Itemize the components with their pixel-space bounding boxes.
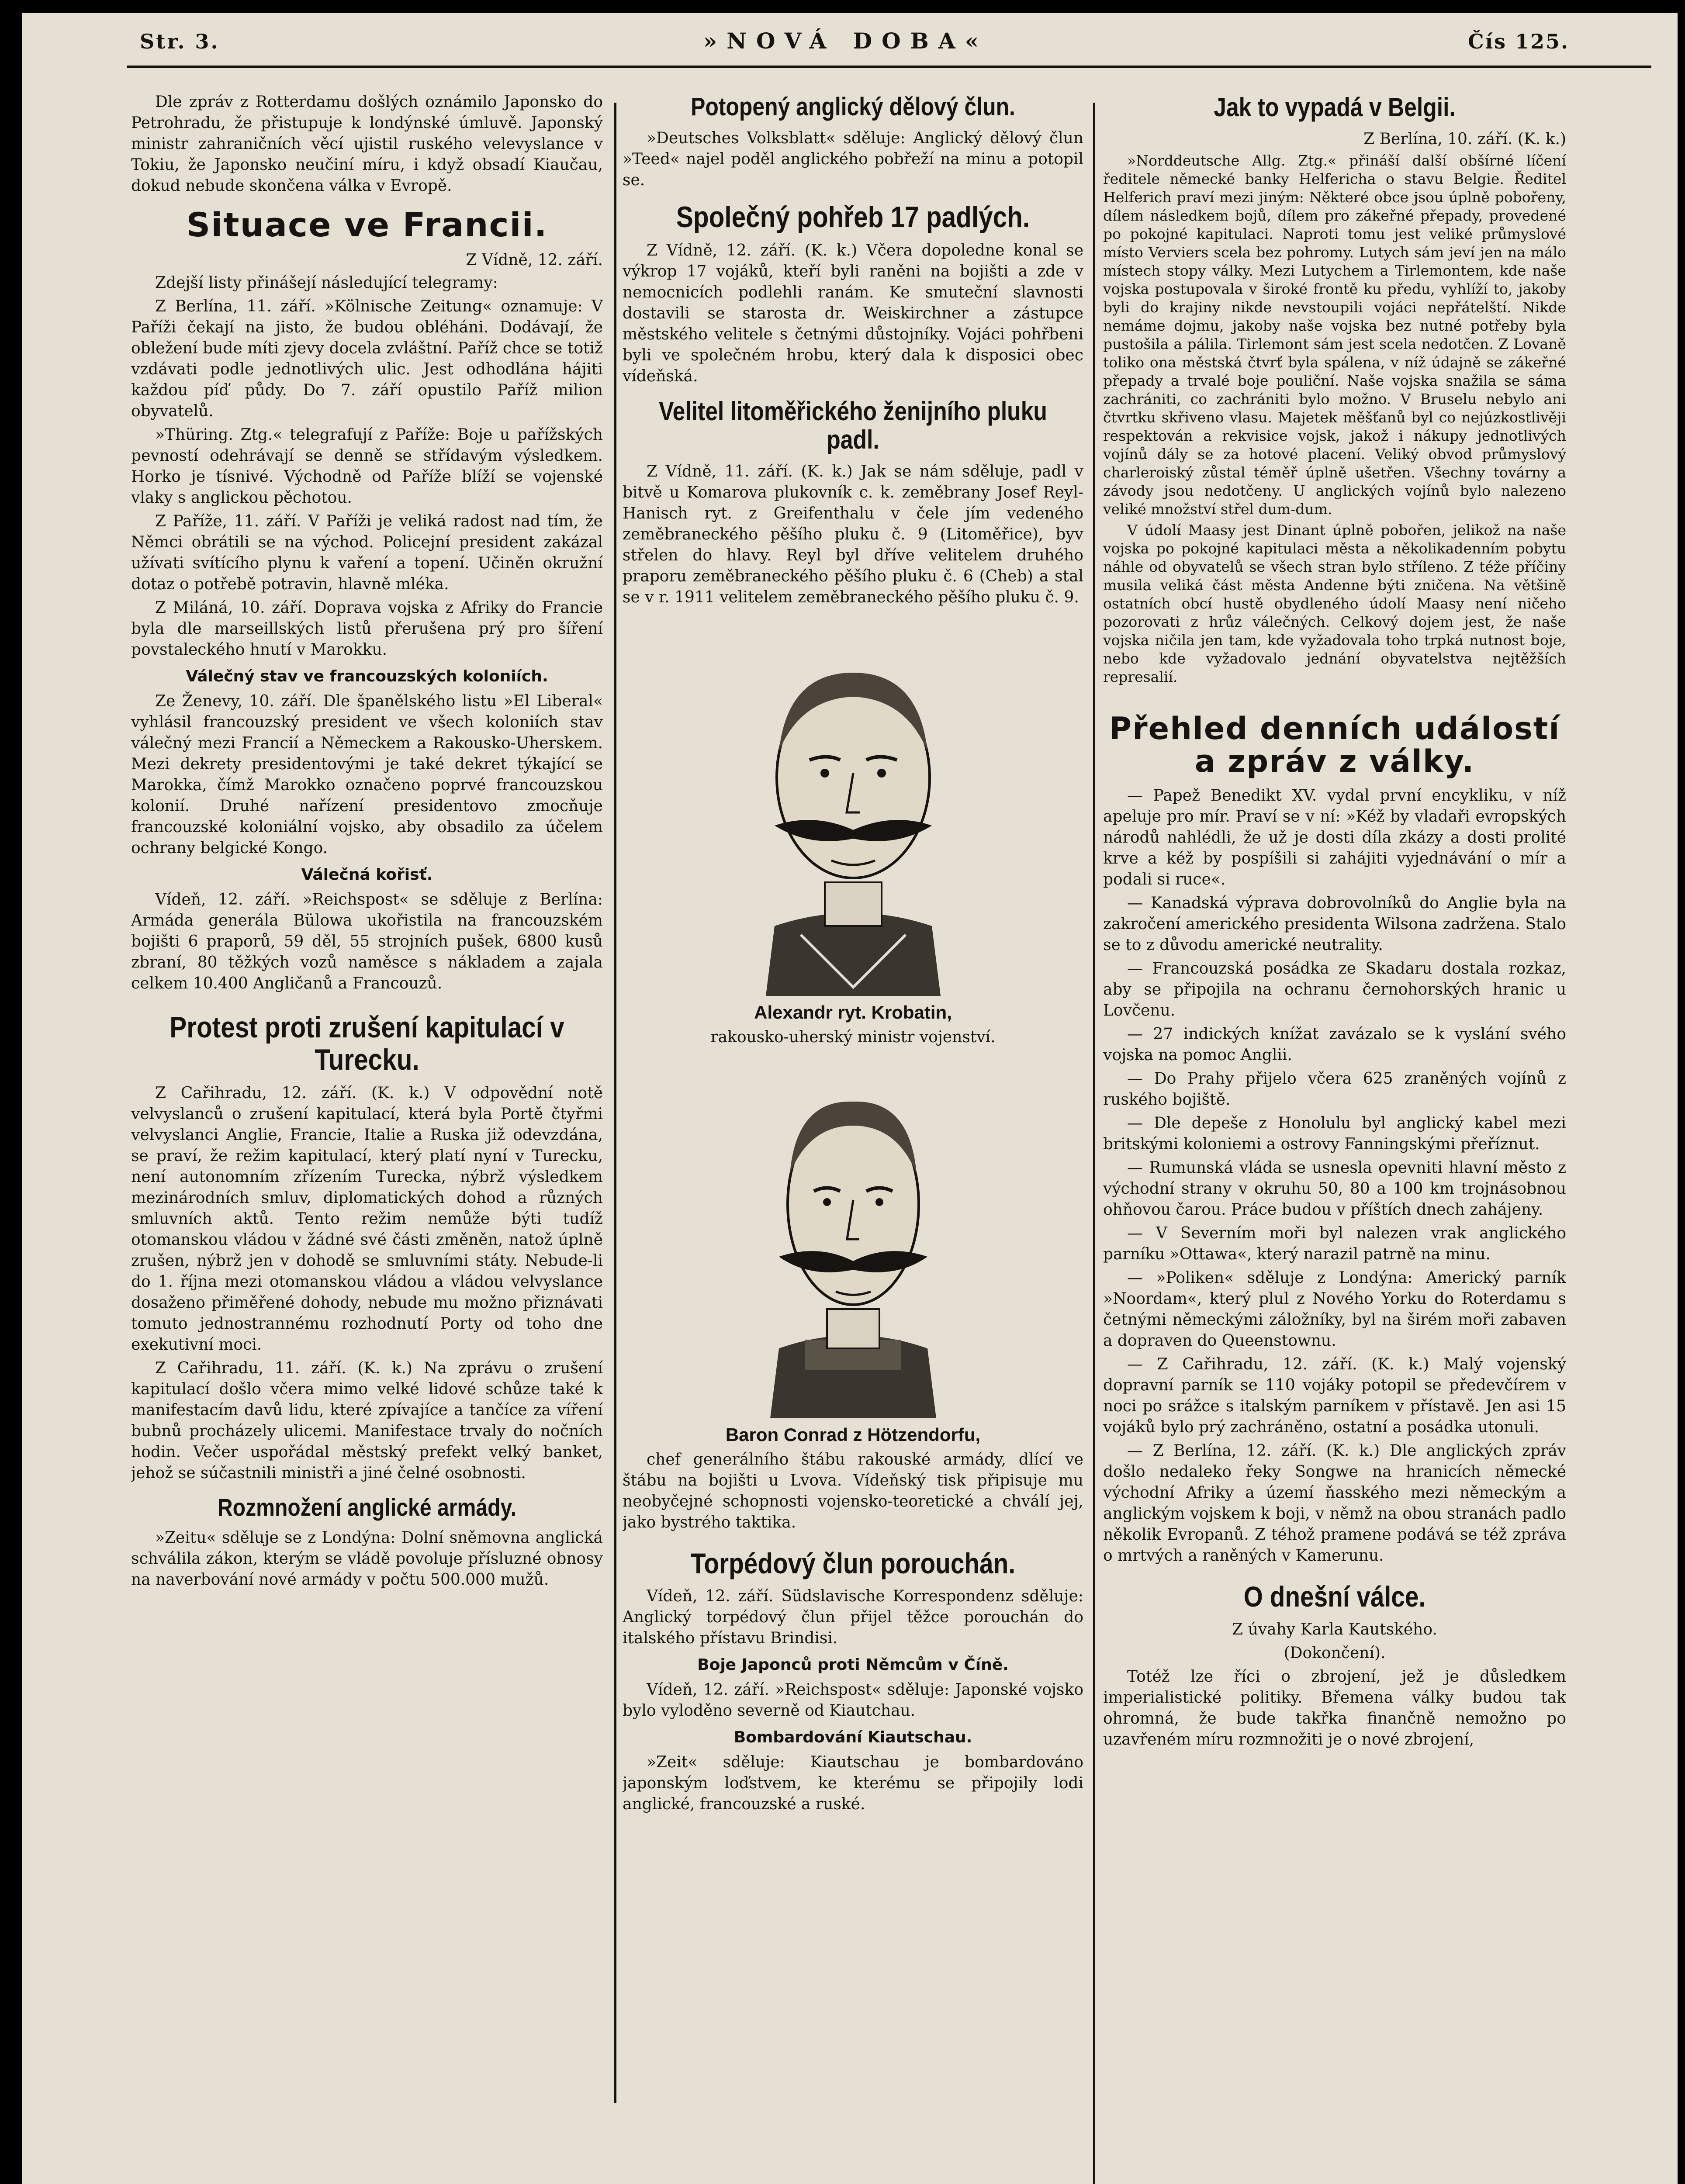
overview-list [1103, 785, 1566, 1566]
sunk-gunboat-headline: Potopený anglický dělový člun. [691, 93, 1015, 121]
bombardment-subheadline: Bombardování Kiautschau. [734, 1728, 972, 1746]
conrad-caption-desc: chef generálního štábu rakouské armády, dlící ve štábu na bojišti u Lvova. Vídeňský tisk připisuje mu neobyčejné schopnosti vojensko-teoretické a chválí jej, jako bystrého taktika. [623, 1450, 1083, 1531]
war-essay-headline: O dnešní válce. [1243, 1580, 1426, 1613]
sunk-gunboat-paragraph: »Deutsches Volksblatt« sděluje: Anglický dělový člun »Teed« najel poděl anglického pobřeží na minu a potopil se. [623, 129, 1083, 189]
overview-item: — Dle depeše z Honolulu byl anglický kabel mezi britskými koloniemi a ostrovy Fanningskými přeříznut. [1103, 1114, 1566, 1153]
japan-london-pact-article: Dle zpráv z Rotterdamu došlých oznámilo Japonsko do Petrohradu, že přistupuje k londýnské úmluvě. Japonský ministr zahraničních věcí ujistil ruského velevyslance v Tokiu, že Japonsko neučiní míru, i když obsadí Kiaučau, dokud nebude skončena válka v Evropě. [131, 93, 603, 195]
commander-headline: Velitel litoměřického ženijního pluku padl. [659, 397, 1047, 454]
protest-paragraph: Z Cařihradu, 12. září. (K. k.) V odpovědní notě velvyslanců o zrušení kapitulací, která byla Portě čtyřmi velvyslanci Anglie, Francie, Italie a Ruska již odevzdána, se praví, že režim kapitulací, který platí nyní v Turecku, není autonomním zřízením Turecka, nýbrž výsledkem mezinárodních smluv, diplomatických dohod a různých smluvních aktů. Tento režim nemůže býti tudíž otomanskou vládou v žádné své části změněn, natož úplně zrušen, nýbrž jen v dohodě se smluvními státy. Nebude-li do 1. října mezi otomanskou vládou a vládou velvyslance dosaženo přiměřené dohody, nebude mu možno přiznávati tomuto jednostrannému rozhodnutí Porty od toho dne exekutivní moci. [131, 1084, 603, 1354]
funeral-headline: Společný pohřeb 17 padlých. [676, 200, 1030, 234]
krobatin-caption-name: Alexandr ryt. Krobatin, [754, 1002, 952, 1023]
newspaper-page [22, 13, 1678, 2184]
overview-item: — V Severním moři byl nalezen vrak anglického parníku »Ottawa«, který narazil patrně na minu. [1103, 1224, 1566, 1263]
booty-paragraph: Vídeň, 12. září. »Reichspost« se sděluje z Berlína: Armáda generála Bülowa ukořistila na francouzském bojišti 6 praporů, 59 děl, 55 strojních pušek, 6800 kusů zbraní, 80 těžkých vozů naměsce s nákladem a zajala celkem 10.400 Angličanů a Francouzů. [131, 891, 603, 993]
war-essay-source: Z úvahy Karla Kautského. [1232, 1621, 1437, 1639]
booty-subheadline: Válečná kořisť. [301, 866, 433, 884]
issue-number: Čís 125. [1468, 30, 1570, 53]
belgium-headline: Jak to vypadá v Belgii. [1214, 93, 1456, 122]
page-number: Str. 3. [140, 30, 220, 53]
bombardment-paragraph: »Zeit« sděluje: Kiautschau je bombardováno japonským loďstvem, ke kterému se připojily lodi anglické, francouzské a ruské. [623, 1753, 1083, 1813]
header-rule [127, 66, 1651, 68]
column-3 [1103, 92, 1566, 2184]
france-paragraph: Z Paříže, 11. září. V Paříži je veliká radost nad tím, že Němci obrátili se na východ. Policejní president zakázal užívati svítícího plynu k vaření a topení. Učiněn okružní dotaz o potřebě potravin, hlavně mléka. [131, 512, 603, 594]
overview-item: — Kanadská výprava dobrovolníků do Anglie byla na zakročení amerického presidenta Wilsona zadržena. Stalo se to z důvodu americké neutrality. [1103, 894, 1566, 954]
conrad-caption-name: Baron Conrad z Hötzendorfu, [725, 1424, 981, 1445]
france-paragraph: Z Berlína, 11. září. »Kölnische Zeitung« oznamuje: V Paříži čekají na jisto, že budou obléháni. Dodávají, že obležení bude míti zjevy docela zvláštní. Paříž chce se totiž vzdávati podle jednotlivých ulic. Jest odhodlána hájiti každou píď půdy. Do 7. září opustilo Paříž milion obyvatelů. [131, 297, 603, 421]
army-headline: Rozmnožení anglické armády. [217, 1493, 517, 1521]
column-2 [623, 92, 1083, 2184]
war-essay-paragraph: Totéž lze říci o zbrojení, jež je důsledkem imperialistické politiky. Břemena války budou tak ohromná, že bude takřka finančně nemožno po uzavřeném míru rozmnožiti je o nové zbrojení, [1103, 1668, 1566, 1749]
overview-item: — Rumunská vláda se usnesla opevniti hlavní město z východní strany v okruhu 50, 80 a 100 km trojnásobnou ohňovou čarou. Práce budou v příštích dnech zahájeny. [1103, 1158, 1566, 1219]
torpedo-headline: Torpédový člun porouchán. [690, 1547, 1016, 1579]
japan-china-subheadline: Boje Japonců proti Němcům v Číně. [697, 1655, 1009, 1674]
belgium-paragraph: V údolí Maasy jest Dinant úplně pobořen, jelikož na naše vojska po pokojné kapitulaci města a několikadenním pobytu náhle od obyvatelů se všech stran bylo stříleno. Z téže příčiny musila veliká část města Andenne býti zničena. Na většině ostatních obcí hustě obydleného údolí Maasy není ničeho pozorovati z hrůz válečných. Celkový dojem jest, že naše vojska ničila jen tam, kde vyžadovala toho trpká nutnost boje, nebo kde vyžadovalo jednání obyvatelstva nejtěžších represalií. [1103, 521, 1566, 685]
conrad-portrait [731, 1060, 976, 1418]
colonies-subheadline: Válečný stav ve francouzských koloniích. [186, 667, 548, 686]
france-paragraph: Zdejší listy přinášejí následující telegramy: [155, 274, 498, 292]
krobatin-portrait [700, 620, 1006, 996]
overview-item: — Do Prahy přijelo včera 625 zraněných vojínů z ruského bojiště. [1103, 1069, 1566, 1109]
commander-paragraph: Z Vídně, 11. září. (K. k.) Jak se nám sděluje, padl v bitvě u Komarova plukovník c. k. zeměbrany Josef Reyl-Hanisch ryt. z Greifenthalu v čele jím vedeného zeměbraneckého pěšího pluku č. 9 (Litoměřice), byv střelen do hlavy. Reyl byl dříve velitelem druhého praporu zeměbraneckého pěšího pluku č. 6 (Cheb) a stal se v r. 1911 velitelem zeměbraneckého pěšího pluku č. 9. [623, 462, 1083, 606]
torpedo-paragraph: Vídeň, 12. září. Südslavische Korrespondenz sděluje: Anglický torpédový člun přijel těžce porouchán do italského přístavu Brindisi. [623, 1587, 1083, 1647]
overview-item: — »Poliken« sděluje z Londýna: Americký parník »Noordam«, který plul z Nového Yorku do Roterdamu s četnými německými záložníky, byl na širém moři zabaven a dopraven do Queenstownu. [1103, 1268, 1566, 1350]
overview-item: — Francouzská posádka ze Skadaru dostala rozkaz, aby se připojila na ochranu černohorských hranic u Lovčenu. [1103, 959, 1566, 1019]
column-divider-1 [614, 103, 616, 2103]
masthead-title: »NOVÁ DOBA« [703, 28, 988, 54]
france-paragraph: »Thüring. Ztg.« telegrafují z Paříže: Boje u pařížských pevností odehrávají se denně se střídavým výsledkem. Horko je tísnivé. Východně od Paříže blíží se vojenské vlaky s anglickou pěchotou. [131, 426, 603, 507]
france-paragraph: Z Miláná, 10. září. Doprava vojska z Afriky do Francie byla dle marseillských listů přerušena prý pro šíření povstaleckého hnutí v Marokku. [131, 599, 603, 659]
war-essay-continuation: (Dokončení). [1284, 1644, 1386, 1662]
japan-china-paragraph: Vídeň, 12. září. »Reichspost« sděluje: Japonské vojsko bylo vyloděno severně od Kiautchau. [623, 1680, 1083, 1720]
protest-paragraph: Z Cařihradu, 11. září. (K. k.) Na zprávu o zrušení kapitulací došlo včera mimo velké lidové schůze také k manifestacím davů lidu, které zpívajíce a tančíce za víření bubnů procházely ulicemi. Manifestace trvaly do nočních hodin. Večer uspořádal městský prefekt velký banket, jehož se súčastnili ministři a jiné čelné osobnosti. [131, 1359, 603, 1482]
page-header [22, 13, 1678, 61]
overview-item: — 27 indických knížat zavázalo se k vyslání svého vojska na pomoc Anglii. [1103, 1025, 1566, 1064]
protest-headline: Protest proti zrušení kapitulací v Turecku. [170, 1011, 564, 1076]
belgium-paragraph: »Norddeutsche Allg. Ztg.« přináší další obšírné líčení ředitele německé banky Helfericha o stavu Belgie. Ředitel Helferich praví mezi jiným: Některé obce jsou úplně pobořeny, dílem následkem bojů, dílem pro zákeřné přepady, provedené po pokojné kapitulaci. Naproti tomu jest veliké průmyslové místo Verviers scela bez pohromy. Lutych sám jeví jen na málo místech stopy války. Mezi Lutychem a Tirlemontem, kde naše vojska postupovala v široké frontě ku předu, vyhlíží to, jakoby byli do krajiny nikde nevstoupili vojáci nepřátelští. Nikde nemáme dojmu, jakoby naše vojska bez nutné potřeby byla pustošila a pálila. Tirlemont sám jest scela nedotčen. Z Lovaně toliko ona městská čtvrť byla spálena, v níž údajně se zákeřné přepady a trvalé boje pouliční. Naše vojska snažila se sáma zachrániti, co zachrániti bylo možno. V Bruselu nebylo ani čtvrtku skřiveno vlasu. Majetek měšťanů byl co nejúzkostlivěji respektován a rekvisice vojsk, jakož i nákupy jednotlivých vojínů dály se za hotové placení. Veliký obvod průmyslový charleroiský zůstal téměř úplně ušetřen. Všechny továrny a závody jsou nedotčeny. U anglických vojínů bylo nalezeno veliké množství střel dum-dum. [1103, 152, 1566, 518]
overview-item: — Z Berlína, 12. září. (K. k.) Dle anglických zpráv došlo nedaleko řeky Songwe na hranicích německé východní Afriky a území ňasského mezi německým a anglickým vojskem k boji, v němž na obou stranách padlo několik Evropanů. Z téhož pramene podává se též zpráva o mrtvých a raněných v Kamerunu. [1103, 1441, 1566, 1565]
overview-item: — Papež Benedikt XV. vydal první encykliku, v níž apeluje pro mír. Praví se v ní: »Kéž by vladaři evropských národů nahlédli, že už je dosti díla zkázy a dosti prolité krve a kéž by pospíšili si zahájiti vyjednávání o mír a podali si ruce«. [1103, 786, 1566, 888]
france-dateline: Z Vídně, 12. září. [466, 251, 603, 270]
krobatin-caption-desc: rakousko-uherský ministr vojenství. [710, 1028, 996, 1046]
overview-headline: Přehled denních událostí a zpráv z války. [1109, 710, 1560, 780]
funeral-paragraph: Z Vídně, 12. září. (K. k.) Včera dopoledne konal se výkrop 17 vojáků, kteří byli raněni na bojišti a zde v nemocnicích podlehli ranám. Ke smuteční slavnosti dostavili se starosta dr. Weiskirchner a zástupce městského velitele s četnými důstojníky. Vojáci pohřbeni byli ve společném hrobu, který dala k disposici obec vídeňská. [623, 242, 1083, 386]
army-paragraph: »Zeitu« sděluje se z Londýna: Dolní sněmovna anglická schválila zákon, kterým se vládě povoluje přísluzné obnosy na naverbování nové armády v počtu 500.000 mužů. [131, 1529, 603, 1589]
overview-item: — Z Cařihradu, 12. září. (K. k.) Malý vojenský dopravní parník se 110 vojáky potopil se předevčírem v noci po srážce s italským parníkem v přístavě. Jen asi 15 vojáků bylo prý zachráněno, ostatní a posádka utonuli. [1103, 1355, 1566, 1436]
column-divider-2 [1093, 103, 1095, 2184]
colonies-paragraph: Ze Ženevy, 10. září. Dle španělského listu »El Liberal« vyhlásil francouzský president ve všech koloniích stav válečný mezi Francií a Německem a Rakousko-Uherskem. Mezi dekrety presidentovými je také dekret týkající se Marokka, čímž Marokko označeno poprvé francouzskou kolonií. Druhé nařízení presidentovo zmocňuje francouzské koloniální vojsko, aby obsadilo za účelem ochrany belgické Kongo. [131, 692, 603, 857]
belgium-dateline: Z Berlína, 10. září. (K. k.) [1363, 130, 1566, 148]
france-headline: Situace ve Francii. [186, 205, 548, 244]
column-1 [131, 92, 603, 2184]
